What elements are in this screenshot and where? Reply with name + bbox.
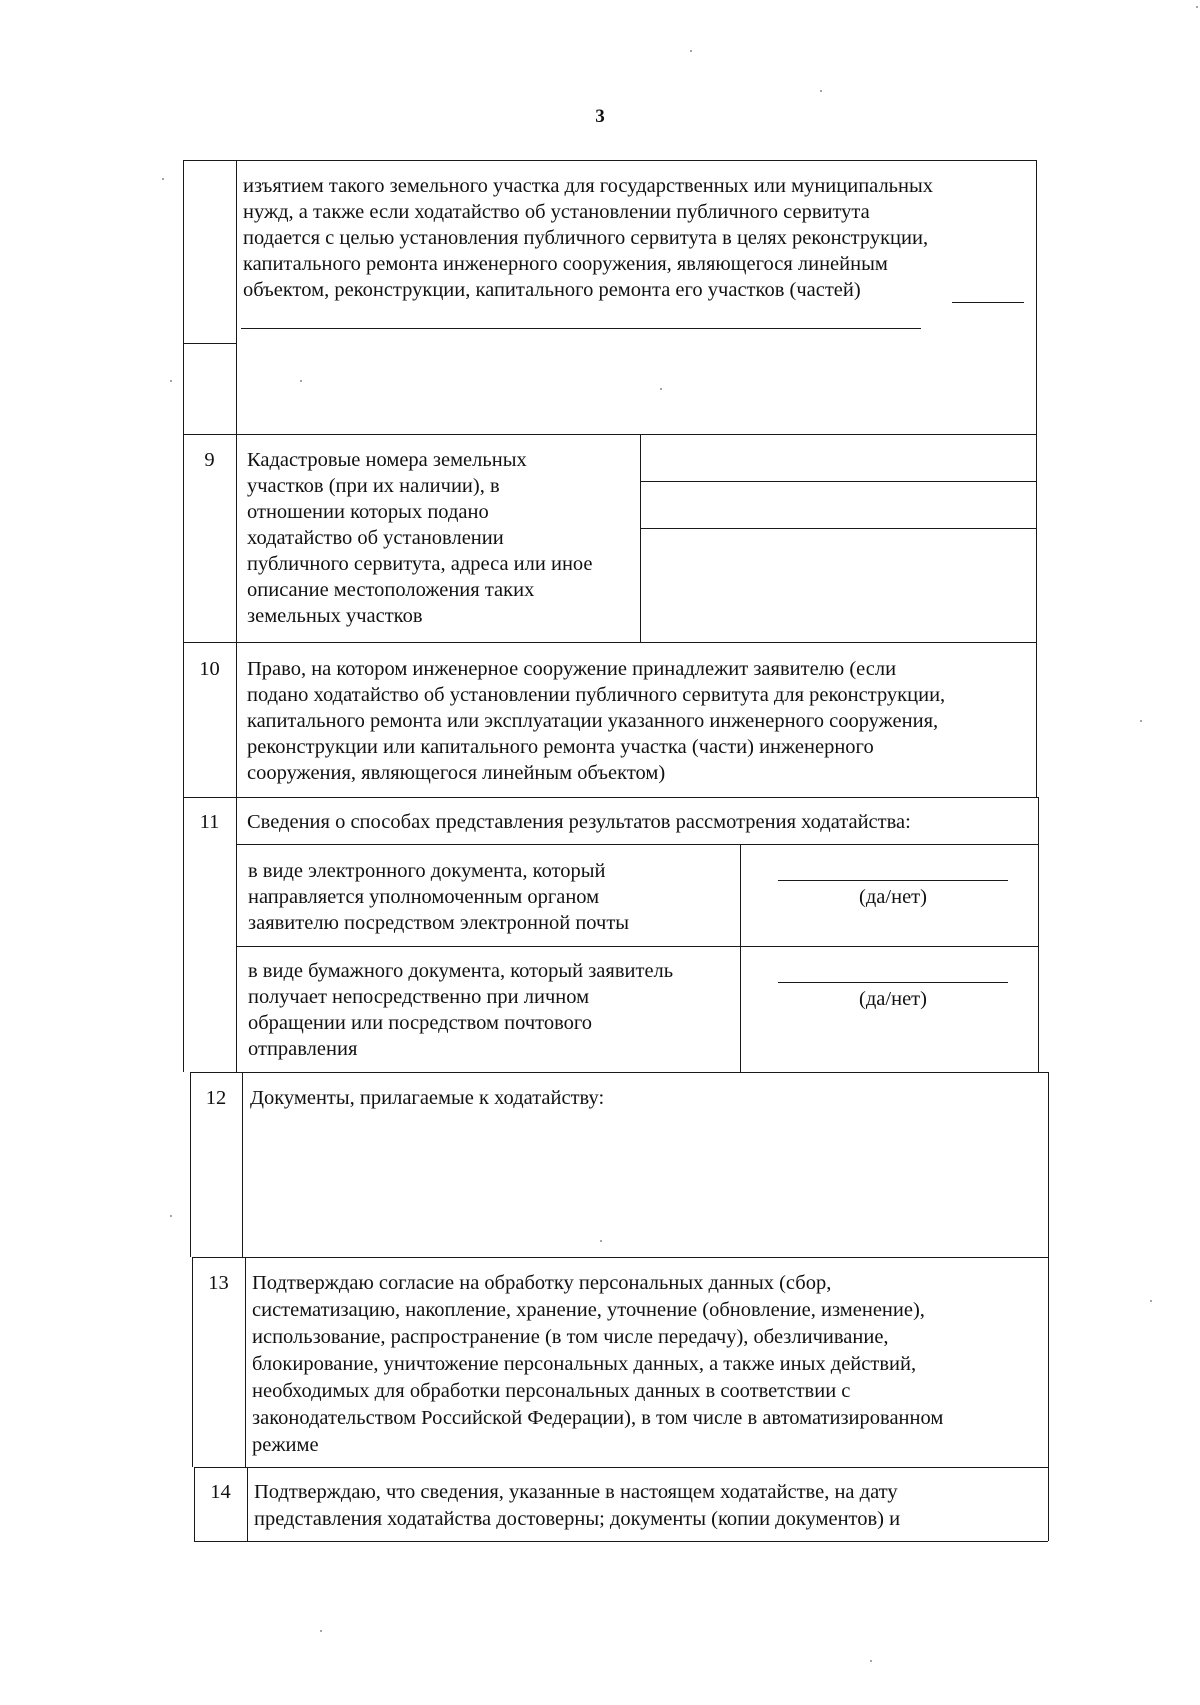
- option-line: получает непосредственно при личном: [248, 986, 590, 1008]
- right-border: [1048, 1072, 1049, 1257]
- header-divider: [236, 844, 1038, 845]
- row-9-line: описание местоположения таких: [247, 579, 535, 601]
- row-number: 14: [210, 1481, 231, 1503]
- right-border: [1038, 797, 1039, 1072]
- answer-column-divider: [740, 844, 741, 1072]
- row-13-line: использование, распространение (в том числе передачу), обезличивание,: [252, 1326, 889, 1348]
- row-number: 9: [204, 449, 215, 471]
- right-border: [1048, 1467, 1049, 1541]
- answer-label: (да/нет): [859, 886, 927, 908]
- row-9-line: отношении которых подано: [247, 501, 489, 523]
- row-9-line: ходатайство об установлении: [247, 527, 504, 549]
- yes-no-answer-field[interactable]: [778, 982, 1008, 983]
- number-cell-divider: [183, 343, 236, 344]
- row-8-line: объектом, реконструкции, капитального ремонта его участков (частей): [243, 279, 861, 301]
- row-divider: [190, 1072, 1048, 1073]
- row-divider: [194, 1467, 1048, 1468]
- value-column-divider: [640, 434, 641, 642]
- table-top-border: [183, 160, 1036, 161]
- number-column-divider: [245, 1257, 246, 1467]
- row-10-line: реконструкции или капитального ремонта участка (части) инженерного: [247, 736, 874, 758]
- row-number: 11: [199, 811, 220, 833]
- row-divider: [183, 434, 1036, 435]
- row-9-line: Кадастровые номера земельных: [247, 449, 527, 471]
- answer-label: (да/нет): [859, 988, 927, 1010]
- row-13-line: систематизацию, накопление, хранение, уточнение (обновление, изменение),: [252, 1299, 925, 1321]
- option-divider: [236, 946, 1038, 947]
- fill-line[interactable]: [952, 302, 1024, 303]
- right-border: [1036, 160, 1037, 434]
- row-8-line: нужд, а также если ходатайство об установлении публичного сервитута: [243, 201, 870, 223]
- number-column-divider: [247, 1467, 248, 1541]
- attached-documents-field[interactable]: [246, 1115, 1044, 1253]
- row-divider: [183, 797, 1038, 798]
- cadastral-entry-divider: [640, 481, 1036, 482]
- left-border: [183, 797, 184, 1072]
- right-border: [1048, 1257, 1049, 1467]
- row-8-line: капитального ремонта инженерного сооружения, являющегося линейным: [243, 253, 888, 275]
- number-column-divider: [236, 434, 237, 642]
- cadastral-number-field[interactable]: [642, 483, 1034, 527]
- cadastral-number-field[interactable]: [642, 530, 1034, 640]
- option-line: направляется уполномоченным органом: [248, 886, 600, 908]
- number-column-divider: [236, 642, 237, 797]
- row-number: 13: [208, 1272, 229, 1294]
- number-column-divider: [236, 160, 237, 434]
- fill-line[interactable]: [241, 328, 921, 329]
- row-number: 12: [205, 1087, 227, 1109]
- row-10-line: Право, на котором инженерное сооружение принадлежит заявителю (если: [247, 658, 897, 680]
- option-line: заявителю посредством электронной почты: [248, 912, 630, 934]
- row-13-line: необходимых для обработки персональных данных в соответствии с: [252, 1380, 851, 1402]
- row-8-line: изъятием такого земельного участка для государственных или муниципальных: [243, 175, 934, 197]
- table-bottom-border: [194, 1541, 1048, 1542]
- row-13-line: законодательством Российской Федерации), в том числе в автоматизированном: [252, 1407, 944, 1429]
- right-border: [1036, 642, 1037, 797]
- row-14-line: Подтверждаю, что сведения, указанные в настоящем ходатайстве, на дату: [254, 1481, 898, 1503]
- row-9-line: земельных участков: [247, 605, 423, 627]
- cadastral-entry-divider: [640, 528, 1036, 529]
- row-9-line: публичного сервитута, адреса или иное: [247, 553, 593, 575]
- page-number: 3: [595, 106, 605, 127]
- row-12-line: Документы, прилагаемые к ходатайству:: [250, 1087, 605, 1109]
- option-line: отправления: [248, 1038, 358, 1060]
- number-column-divider: [242, 1072, 243, 1257]
- row-10-line: капитального ремонта или эксплуатации указанного инженерного сооружения,: [247, 710, 939, 732]
- row-divider: [183, 642, 1036, 643]
- option-line: в виде электронного документа, который: [248, 860, 606, 882]
- yes-no-answer-field[interactable]: [778, 880, 1008, 881]
- row-11-header: Сведения о способах представления результатов рассмотрения ходатайства:: [247, 811, 911, 833]
- left-border: [183, 160, 184, 434]
- row-divider: [192, 1257, 1048, 1258]
- row-13-line: блокирование, уничтожение персональных данных, а также иных действий,: [252, 1353, 917, 1375]
- row-number: 10: [199, 658, 220, 680]
- row-10-line: подано ходатайство об установлении публичного сервитута для реконструкции,: [247, 684, 946, 706]
- number-column-divider: [236, 797, 237, 1072]
- row-10-line: сооружения, являющегося линейным объектом): [247, 762, 666, 784]
- row-13-line: Подтверждаю согласие на обработку персональных данных (сбор,: [252, 1272, 832, 1294]
- row-8-line: подается с целью установления публичного сервитута в целях реконструкции,: [243, 227, 929, 249]
- cadastral-number-field[interactable]: [642, 436, 1034, 480]
- right-border: [1036, 434, 1037, 642]
- row-14-line: представления ходатайства достоверны; документы (копии документов) и: [254, 1508, 901, 1530]
- option-line: обращении или посредством почтового: [248, 1012, 593, 1034]
- option-line: в виде бумажного документа, который заявитель: [248, 960, 674, 982]
- row-9-line: участков (при их наличии), в: [247, 475, 500, 497]
- row-13-line: режиме: [252, 1434, 319, 1456]
